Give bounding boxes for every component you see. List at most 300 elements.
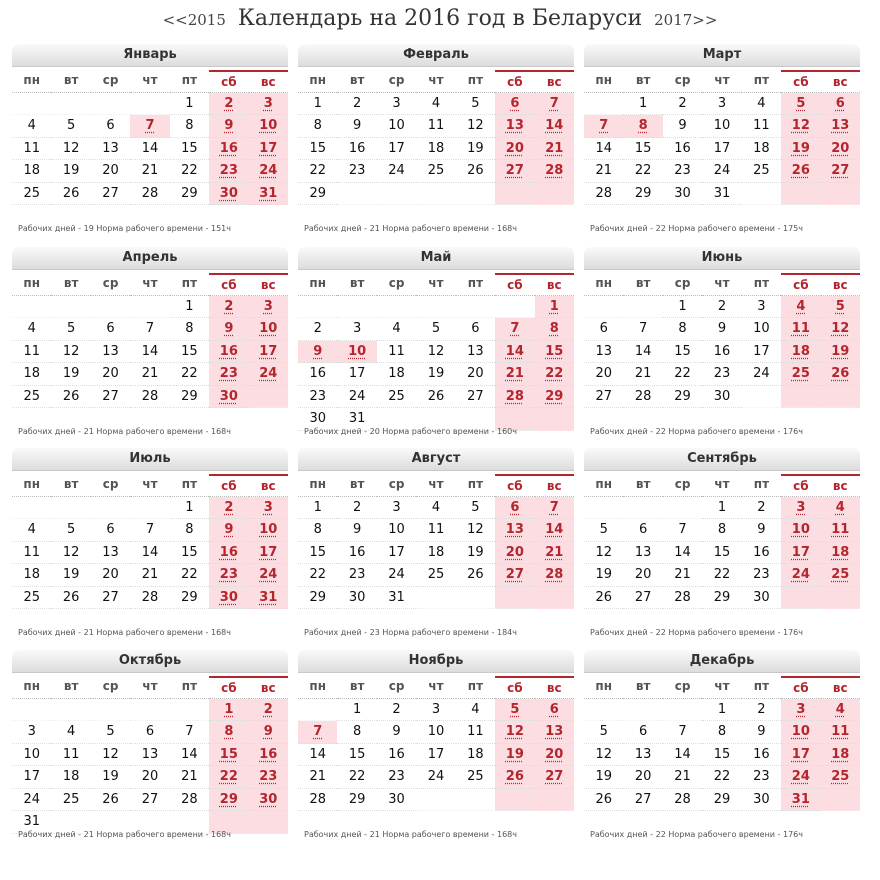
holiday-day-cell: 3 — [249, 93, 288, 116]
weekday-header: чт — [702, 70, 741, 93]
day-cell: 13 — [91, 138, 130, 161]
day-cell: 8 — [298, 519, 337, 542]
day-cell: 29 — [170, 587, 209, 610]
day-cell: 22 — [170, 160, 209, 183]
day-cell: 13 — [456, 341, 495, 364]
day-cell: 25 — [416, 564, 455, 587]
month-name: Май — [298, 247, 574, 270]
holiday-day-cell: 10 — [249, 519, 288, 542]
day-cell: 14 — [170, 744, 209, 767]
day-cell: 27 — [91, 587, 130, 610]
day-cell: 15 — [298, 138, 337, 161]
page-header — [0, 6, 880, 44]
holiday-day-cell: 2 — [209, 296, 248, 319]
day-cell: 29 — [337, 789, 376, 812]
day-cell: 20 — [623, 564, 662, 587]
day-cell: 2 — [742, 497, 781, 520]
day-cell: 9 — [377, 721, 416, 744]
holiday-day-cell: 8 — [535, 318, 574, 341]
weekday-header: чт — [130, 676, 169, 699]
empty-day-cell — [91, 296, 130, 319]
weekday-header: ср — [377, 474, 416, 497]
weekday-header: сб — [781, 676, 820, 699]
holiday-day-cell: 25 — [781, 363, 820, 386]
holiday-day-cell: 18 — [781, 341, 820, 364]
weekday-header: вт — [623, 273, 662, 296]
next-year-link[interactable]: 2017>> — [654, 11, 718, 29]
day-cell: 29 — [623, 183, 662, 206]
empty-day-cell — [12, 93, 51, 116]
day-cell: 7 — [130, 318, 169, 341]
day-cell: 18 — [12, 160, 51, 183]
weekday-header: сб — [495, 474, 534, 497]
day-cell: 22 — [702, 766, 741, 789]
day-cell: 17 — [377, 542, 416, 565]
holiday-day-cell: 13 — [821, 115, 860, 138]
holiday-day-cell: 31 — [781, 789, 820, 812]
weekday-header: чт — [416, 70, 455, 93]
day-cell: 5 — [416, 318, 455, 341]
day-cell: 4 — [456, 699, 495, 722]
holiday-day-cell: 7 — [495, 318, 534, 341]
day-cell: 26 — [51, 587, 90, 610]
day-cell: 29 — [702, 789, 741, 812]
day-cell: 8 — [170, 519, 209, 542]
holiday-day-cell: 16 — [249, 744, 288, 767]
empty-day-cell — [535, 183, 574, 206]
day-cell: 18 — [416, 138, 455, 161]
holiday-day-cell: 12 — [781, 115, 820, 138]
weekday-header: ср — [663, 676, 702, 699]
empty-day-cell — [51, 296, 90, 319]
weekday-header: пн — [12, 676, 51, 699]
day-cell: 20 — [91, 160, 130, 183]
day-cell: 1 — [298, 497, 337, 520]
day-cell: 26 — [51, 183, 90, 206]
weekday-header: чт — [130, 273, 169, 296]
weekday-header: вс — [821, 474, 860, 497]
weekday-header: ср — [663, 273, 702, 296]
empty-day-cell — [170, 699, 209, 722]
empty-day-cell — [249, 386, 288, 409]
month-panel — [298, 448, 574, 642]
holiday-day-cell: 19 — [495, 744, 534, 767]
month-panel — [298, 44, 574, 238]
day-cell: 21 — [584, 160, 623, 183]
holiday-day-cell: 21 — [535, 542, 574, 565]
day-cell: 14 — [663, 744, 702, 767]
day-cell: 3 — [12, 721, 51, 744]
empty-day-cell — [51, 699, 90, 722]
weekday-header: вс — [535, 70, 574, 93]
day-cell: 29 — [170, 183, 209, 206]
day-cell: 24 — [377, 564, 416, 587]
month-work-norm: Рабочих дней - 20 Норма рабочего времени - 160ч — [304, 427, 517, 436]
weekday-header: сб — [209, 70, 248, 93]
month-name: Март — [584, 44, 860, 67]
empty-day-cell — [535, 789, 574, 812]
month-work-norm: Рабочих дней - 21 Норма рабочего времени - 168ч — [18, 427, 231, 436]
empty-day-cell — [456, 789, 495, 812]
day-cell: 30 — [337, 587, 376, 610]
empty-day-cell — [663, 497, 702, 520]
empty-day-cell — [584, 497, 623, 520]
weekday-header: пт — [742, 273, 781, 296]
month-work-norm: Рабочих дней - 21 Норма рабочего времени - 168ч — [18, 830, 231, 839]
day-cell: 4 — [416, 497, 455, 520]
day-cell: 24 — [702, 160, 741, 183]
holiday-day-cell: 2 — [209, 497, 248, 520]
weekday-header: пн — [584, 70, 623, 93]
day-cell: 19 — [456, 542, 495, 565]
day-cell: 1 — [623, 93, 662, 116]
day-cell: 21 — [663, 564, 702, 587]
weekday-header: сб — [209, 676, 248, 699]
holiday-day-cell: 7 — [535, 93, 574, 116]
empty-day-cell — [416, 183, 455, 206]
empty-day-cell — [663, 699, 702, 722]
weekday-header: пн — [584, 474, 623, 497]
day-cell: 22 — [623, 160, 662, 183]
day-cell: 8 — [170, 318, 209, 341]
month-name: Декабрь — [584, 650, 860, 673]
day-cell: 8 — [170, 115, 209, 138]
empty-day-cell — [821, 183, 860, 206]
weekday-header: вт — [51, 273, 90, 296]
day-cell: 11 — [12, 138, 51, 161]
weekday-header: вт — [623, 474, 662, 497]
day-cell: 8 — [298, 115, 337, 138]
day-cell: 16 — [663, 138, 702, 161]
day-cell: 24 — [12, 789, 51, 812]
empty-day-cell — [495, 183, 534, 206]
day-cell: 20 — [584, 363, 623, 386]
day-cell: 16 — [702, 341, 741, 364]
holiday-day-cell: 10 — [249, 318, 288, 341]
holiday-day-cell: 22 — [535, 363, 574, 386]
day-cell: 26 — [416, 386, 455, 409]
day-cell: 28 — [170, 789, 209, 812]
holiday-day-cell: 4 — [821, 497, 860, 520]
holiday-day-cell: 12 — [495, 721, 534, 744]
holiday-day-cell: 7 — [298, 721, 337, 744]
day-cell: 28 — [130, 587, 169, 610]
day-cell: 12 — [456, 115, 495, 138]
day-cell: 22 — [337, 766, 376, 789]
holiday-day-cell: 14 — [535, 115, 574, 138]
day-cell: 19 — [51, 363, 90, 386]
holiday-day-cell: 20 — [821, 138, 860, 161]
day-cell: 24 — [416, 766, 455, 789]
month-panel — [12, 448, 288, 642]
day-cell: 6 — [91, 318, 130, 341]
day-cell: 10 — [377, 115, 416, 138]
holiday-day-cell: 23 — [209, 160, 248, 183]
day-cell: 17 — [377, 138, 416, 161]
holiday-day-cell: 26 — [495, 766, 534, 789]
month-name: Январь — [12, 44, 288, 67]
holiday-day-cell: 17 — [249, 138, 288, 161]
prev-year-link[interactable]: <<2015 — [162, 11, 226, 29]
weekday-header: сб — [209, 474, 248, 497]
holiday-day-cell: 7 — [130, 115, 169, 138]
day-cell: 4 — [12, 519, 51, 542]
holiday-day-cell: 7 — [535, 497, 574, 520]
day-cell: 8 — [702, 721, 741, 744]
day-cell: 25 — [377, 386, 416, 409]
weekday-header: пн — [298, 676, 337, 699]
day-cell: 19 — [416, 363, 455, 386]
day-cell: 18 — [12, 564, 51, 587]
holiday-day-cell: 17 — [781, 542, 820, 565]
day-cell: 28 — [584, 183, 623, 206]
weekday-header: пт — [456, 676, 495, 699]
day-cell: 28 — [130, 386, 169, 409]
day-cell: 14 — [298, 744, 337, 767]
day-cell: 5 — [584, 721, 623, 744]
day-cell: 8 — [663, 318, 702, 341]
holiday-day-cell: 24 — [781, 766, 820, 789]
day-cell: 9 — [337, 519, 376, 542]
holiday-day-cell: 23 — [249, 766, 288, 789]
day-cell: 1 — [663, 296, 702, 319]
day-cell: 5 — [51, 519, 90, 542]
weekday-header: сб — [495, 676, 534, 699]
day-cell: 5 — [456, 93, 495, 116]
day-cell: 22 — [298, 160, 337, 183]
day-cell: 30 — [742, 587, 781, 610]
day-cell: 12 — [51, 542, 90, 565]
weekday-header: пн — [12, 474, 51, 497]
day-cell: 3 — [416, 699, 455, 722]
holiday-day-cell: 9 — [298, 341, 337, 364]
holiday-day-cell: 26 — [781, 160, 820, 183]
empty-day-cell — [535, 587, 574, 610]
holiday-day-cell: 24 — [249, 363, 288, 386]
day-cell: 13 — [91, 341, 130, 364]
day-cell: 25 — [12, 183, 51, 206]
empty-day-cell — [456, 587, 495, 610]
holiday-day-cell: 28 — [535, 564, 574, 587]
weekday-header: сб — [495, 70, 534, 93]
day-cell: 23 — [663, 160, 702, 183]
month-name: Октябрь — [12, 650, 288, 673]
month-grid — [12, 273, 288, 408]
day-cell: 3 — [337, 318, 376, 341]
holiday-day-cell: 12 — [821, 318, 860, 341]
holiday-day-cell: 15 — [535, 341, 574, 364]
holiday-day-cell: 2 — [209, 93, 248, 116]
day-cell: 7 — [130, 519, 169, 542]
day-cell: 13 — [91, 542, 130, 565]
weekday-header: вс — [535, 676, 574, 699]
holiday-day-cell: 3 — [781, 497, 820, 520]
day-cell: 15 — [337, 744, 376, 767]
weekday-header: пн — [298, 273, 337, 296]
day-cell: 29 — [663, 386, 702, 409]
holiday-day-cell: 8 — [623, 115, 662, 138]
day-cell: 7 — [663, 721, 702, 744]
holiday-day-cell: 5 — [821, 296, 860, 319]
day-cell: 14 — [130, 542, 169, 565]
weekday-header: пт — [170, 70, 209, 93]
day-cell: 14 — [130, 341, 169, 364]
day-cell: 21 — [298, 766, 337, 789]
day-cell: 28 — [298, 789, 337, 812]
month-grid — [584, 676, 860, 811]
month-work-norm: Рабочих дней - 21 Норма рабочего времени - 168ч — [304, 830, 517, 839]
day-cell: 26 — [584, 587, 623, 610]
day-cell: 26 — [584, 789, 623, 812]
weekday-header: чт — [416, 474, 455, 497]
day-cell: 26 — [51, 386, 90, 409]
day-cell: 18 — [12, 363, 51, 386]
month-name: Апрель — [12, 247, 288, 270]
holiday-day-cell: 21 — [535, 138, 574, 161]
weekday-header: пт — [742, 474, 781, 497]
holiday-day-cell: 5 — [781, 93, 820, 116]
holiday-day-cell: 6 — [495, 497, 534, 520]
empty-day-cell — [456, 183, 495, 206]
holiday-day-cell: 15 — [209, 744, 248, 767]
day-cell: 27 — [584, 386, 623, 409]
empty-day-cell — [821, 386, 860, 409]
day-cell: 31 — [702, 183, 741, 206]
empty-day-cell — [781, 386, 820, 409]
day-cell: 12 — [51, 138, 90, 161]
weekday-header: пн — [12, 70, 51, 93]
day-cell: 20 — [91, 363, 130, 386]
day-cell: 15 — [623, 138, 662, 161]
day-cell: 1 — [337, 699, 376, 722]
month-grid — [12, 70, 288, 205]
day-cell: 27 — [91, 386, 130, 409]
empty-day-cell — [781, 587, 820, 610]
day-cell: 20 — [623, 766, 662, 789]
month-panel — [12, 650, 288, 844]
day-cell: 6 — [584, 318, 623, 341]
empty-day-cell — [130, 699, 169, 722]
weekday-header: вт — [337, 273, 376, 296]
day-cell: 9 — [663, 115, 702, 138]
day-cell: 14 — [584, 138, 623, 161]
weekday-header: вс — [249, 474, 288, 497]
day-cell: 18 — [416, 542, 455, 565]
holiday-day-cell: 30 — [209, 587, 248, 610]
day-cell: 23 — [742, 564, 781, 587]
day-cell: 22 — [702, 564, 741, 587]
weekday-header: вт — [51, 70, 90, 93]
holiday-day-cell: 5 — [495, 699, 534, 722]
day-cell: 23 — [702, 363, 741, 386]
day-cell: 23 — [742, 766, 781, 789]
day-cell: 11 — [51, 744, 90, 767]
weekday-header: сб — [209, 273, 248, 296]
page-title: Календарь на 2016 год в Беларуси — [237, 6, 643, 31]
day-cell: 30 — [663, 183, 702, 206]
day-cell: 23 — [337, 564, 376, 587]
day-cell: 16 — [742, 542, 781, 565]
empty-day-cell — [781, 183, 820, 206]
day-cell: 30 — [298, 408, 337, 431]
holiday-day-cell: 20 — [535, 744, 574, 767]
holiday-day-cell: 20 — [495, 542, 534, 565]
day-cell: 1 — [170, 296, 209, 319]
weekday-header: пн — [584, 273, 623, 296]
month-work-norm: Рабочих дней - 22 Норма рабочего времени - 176ч — [590, 427, 803, 436]
empty-day-cell — [377, 183, 416, 206]
empty-day-cell — [584, 93, 623, 116]
holiday-day-cell: 31 — [249, 587, 288, 610]
weekday-header: ср — [377, 676, 416, 699]
holiday-day-cell: 21 — [495, 363, 534, 386]
holiday-day-cell: 30 — [249, 789, 288, 812]
holiday-day-cell: 6 — [535, 699, 574, 722]
day-cell: 2 — [663, 93, 702, 116]
day-cell: 28 — [663, 789, 702, 812]
month-name: Август — [298, 448, 574, 471]
month-grid — [298, 676, 574, 811]
weekday-header: пт — [456, 273, 495, 296]
day-cell: 18 — [377, 363, 416, 386]
day-cell: 22 — [298, 564, 337, 587]
day-cell: 2 — [702, 296, 741, 319]
day-cell: 16 — [377, 744, 416, 767]
day-cell: 16 — [742, 744, 781, 767]
day-cell: 23 — [337, 160, 376, 183]
month-work-norm: Рабочих дней - 23 Норма рабочего времени - 184ч — [304, 628, 517, 637]
day-cell: 17 — [337, 363, 376, 386]
empty-day-cell — [416, 587, 455, 610]
weekday-header: ср — [91, 273, 130, 296]
day-cell: 7 — [170, 721, 209, 744]
day-cell: 17 — [416, 744, 455, 767]
weekday-header: сб — [781, 273, 820, 296]
holiday-day-cell: 31 — [249, 183, 288, 206]
day-cell: 13 — [623, 744, 662, 767]
holiday-day-cell: 3 — [781, 699, 820, 722]
day-cell: 4 — [12, 115, 51, 138]
empty-day-cell — [91, 497, 130, 520]
day-cell: 26 — [456, 160, 495, 183]
empty-day-cell — [12, 699, 51, 722]
day-cell: 21 — [623, 363, 662, 386]
weekday-header: пт — [170, 676, 209, 699]
holiday-day-cell: 9 — [209, 318, 248, 341]
day-cell: 19 — [91, 766, 130, 789]
month-panel — [584, 247, 860, 441]
holiday-day-cell: 14 — [535, 519, 574, 542]
weekday-header: вт — [337, 474, 376, 497]
weekday-header: пт — [456, 70, 495, 93]
day-cell: 10 — [742, 318, 781, 341]
empty-day-cell — [821, 789, 860, 812]
day-cell: 5 — [51, 115, 90, 138]
weekday-header: вс — [249, 70, 288, 93]
day-cell: 25 — [12, 587, 51, 610]
holiday-day-cell: 19 — [781, 138, 820, 161]
day-cell: 11 — [742, 115, 781, 138]
holiday-day-cell: 13 — [535, 721, 574, 744]
day-cell: 28 — [130, 183, 169, 206]
day-cell: 19 — [51, 160, 90, 183]
empty-day-cell — [91, 93, 130, 116]
holiday-day-cell: 24 — [249, 160, 288, 183]
holiday-day-cell: 9 — [209, 519, 248, 542]
holiday-day-cell: 16 — [209, 542, 248, 565]
holiday-day-cell: 4 — [821, 699, 860, 722]
month-panel — [584, 650, 860, 844]
